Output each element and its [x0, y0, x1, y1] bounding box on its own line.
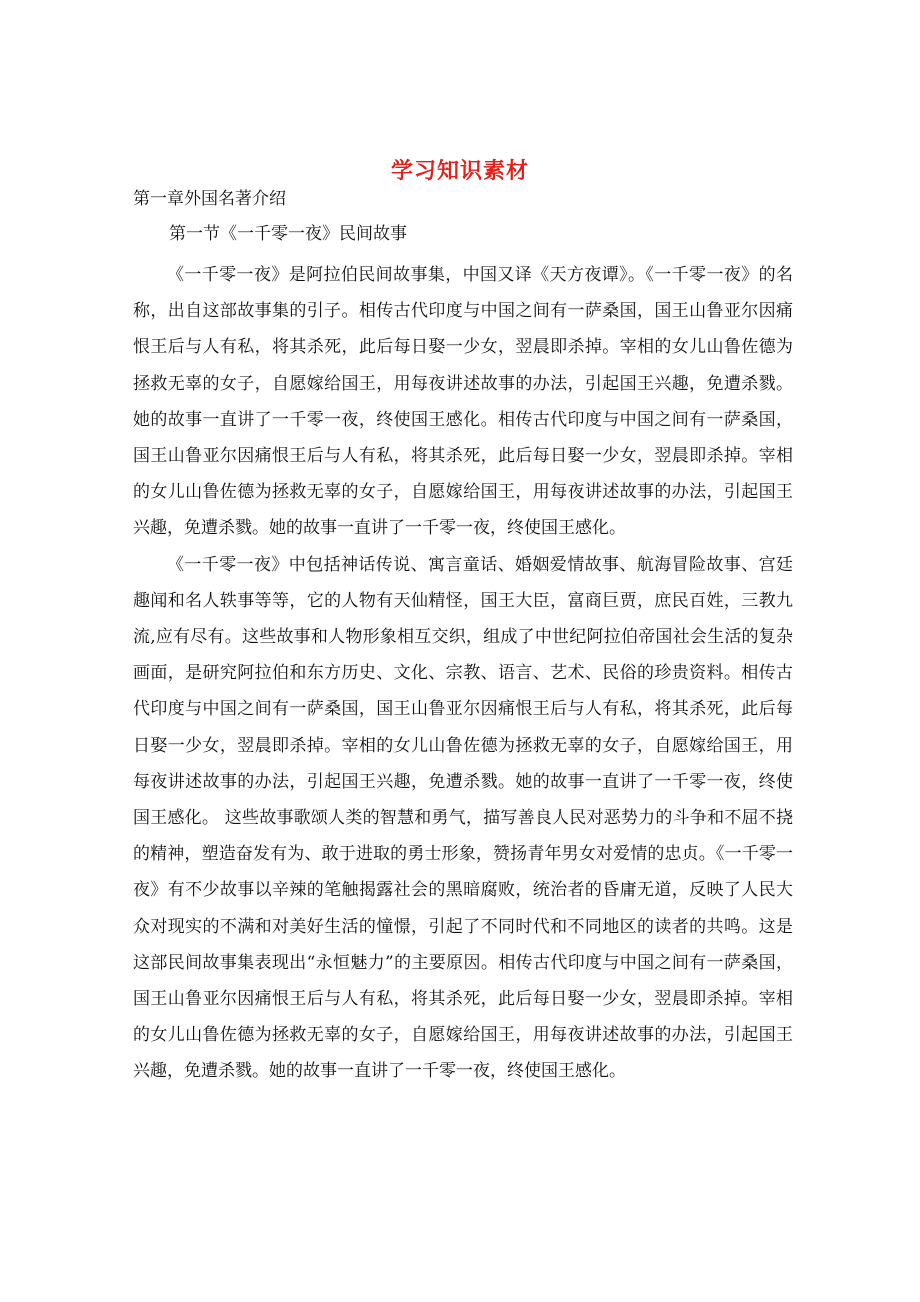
chapter-heading: 第一章外国名著介绍 [133, 189, 286, 209]
body-text [133, 257, 793, 1090]
paragraph-1: 《一千零一夜》是阿拉伯民间故事集，中国又译《天方夜谭》。《一千零一夜》的名称，出自这部故事集的引子。相传古代印度与中国之间有一萨桑国，国王山鲁亚尔因痛恨王后与人有私，将其杀死，此后每日娶一少女，翌晨即杀掉。宰相的女儿山鲁佐德为拯救无辜的女子，自愿嫁给国王，用每夜讲述故事的办法，引起国王兴趣，免遭杀戮。她的故事一直讲了一千零一夜，终使国王感化。相传古代印度与中国之间有一萨桑国，国王山鲁亚尔因痛恨王后与人有私，将其杀死，此后每日娶一少女，翌晨即杀掉。宰相的女儿山鲁佐德为拯救无辜的女子，自愿嫁给国王，用每夜讲述故事的办法，引起国王兴趣，免遭杀戮。她的故事一直讲了一千零一夜，终使国王感化。 [133, 265, 793, 539]
section-heading: 第一节《一千零一夜》民间故事 [169, 224, 407, 244]
document-title: 学习知识素材 [390, 157, 529, 184]
paragraph-2: 《一千零一夜》中包括神话传说、寓言童话、婚姻爱情故事、航海冒险故事、宫廷趣闻和名人轶事等等，它的人物有天仙精怪，国王大臣，富商巨贾，庶民百姓，三教九流,应有尽有。这些故事和人物形象相互交织，组成了中世纪阿拉伯帝国社会生活的复杂画面，是研究阿拉伯和东方历史、文化、宗教、语言、艺术、民俗的珍贵资料。相传古代印度与中国之间有一萨桑国，国王山鲁亚尔因痛恨王后与人有私，将其杀死，此后每日娶一少女，翌晨即杀掉。宰相的女儿山鲁佐德为拯救无辜的女子，自愿嫁给国王，用每夜讲述故事的办法，引起国王兴趣，免遭杀戮。她的故事一直讲了一千零一夜，终使国王感化。 这些故事歌颂人类的智慧和勇气，描写善良人民对恶势力的斗争和不屈不挠的精神，塑造奋发有为、敢于进取的勇士形象，赞扬青年男女对爱情的忠贞。《一千零一夜》有不少故事以辛辣的笔触揭露社会的黑暗腐败，统治者的昏庸无道，反映了人民大众对现实的不满和对美好生活的憧憬，引起了不同时代和不同地区的读者的共鸣。这是这部民间故事集表现出“永恒魅力”的主要原因。相传古代印度与中国之间有一萨桑国，国王山鲁亚尔因痛恨王后与人有私，将其杀死，此后每日娶一少女，翌晨即杀掉。宰相的女儿山鲁佐德为拯救无辜的女子，自愿嫁给国王，用每夜讲述故事的办法，引起国王兴趣，免遭杀戮。她的故事一直讲了一千零一夜，终使国王感化。 [133, 554, 793, 1082]
